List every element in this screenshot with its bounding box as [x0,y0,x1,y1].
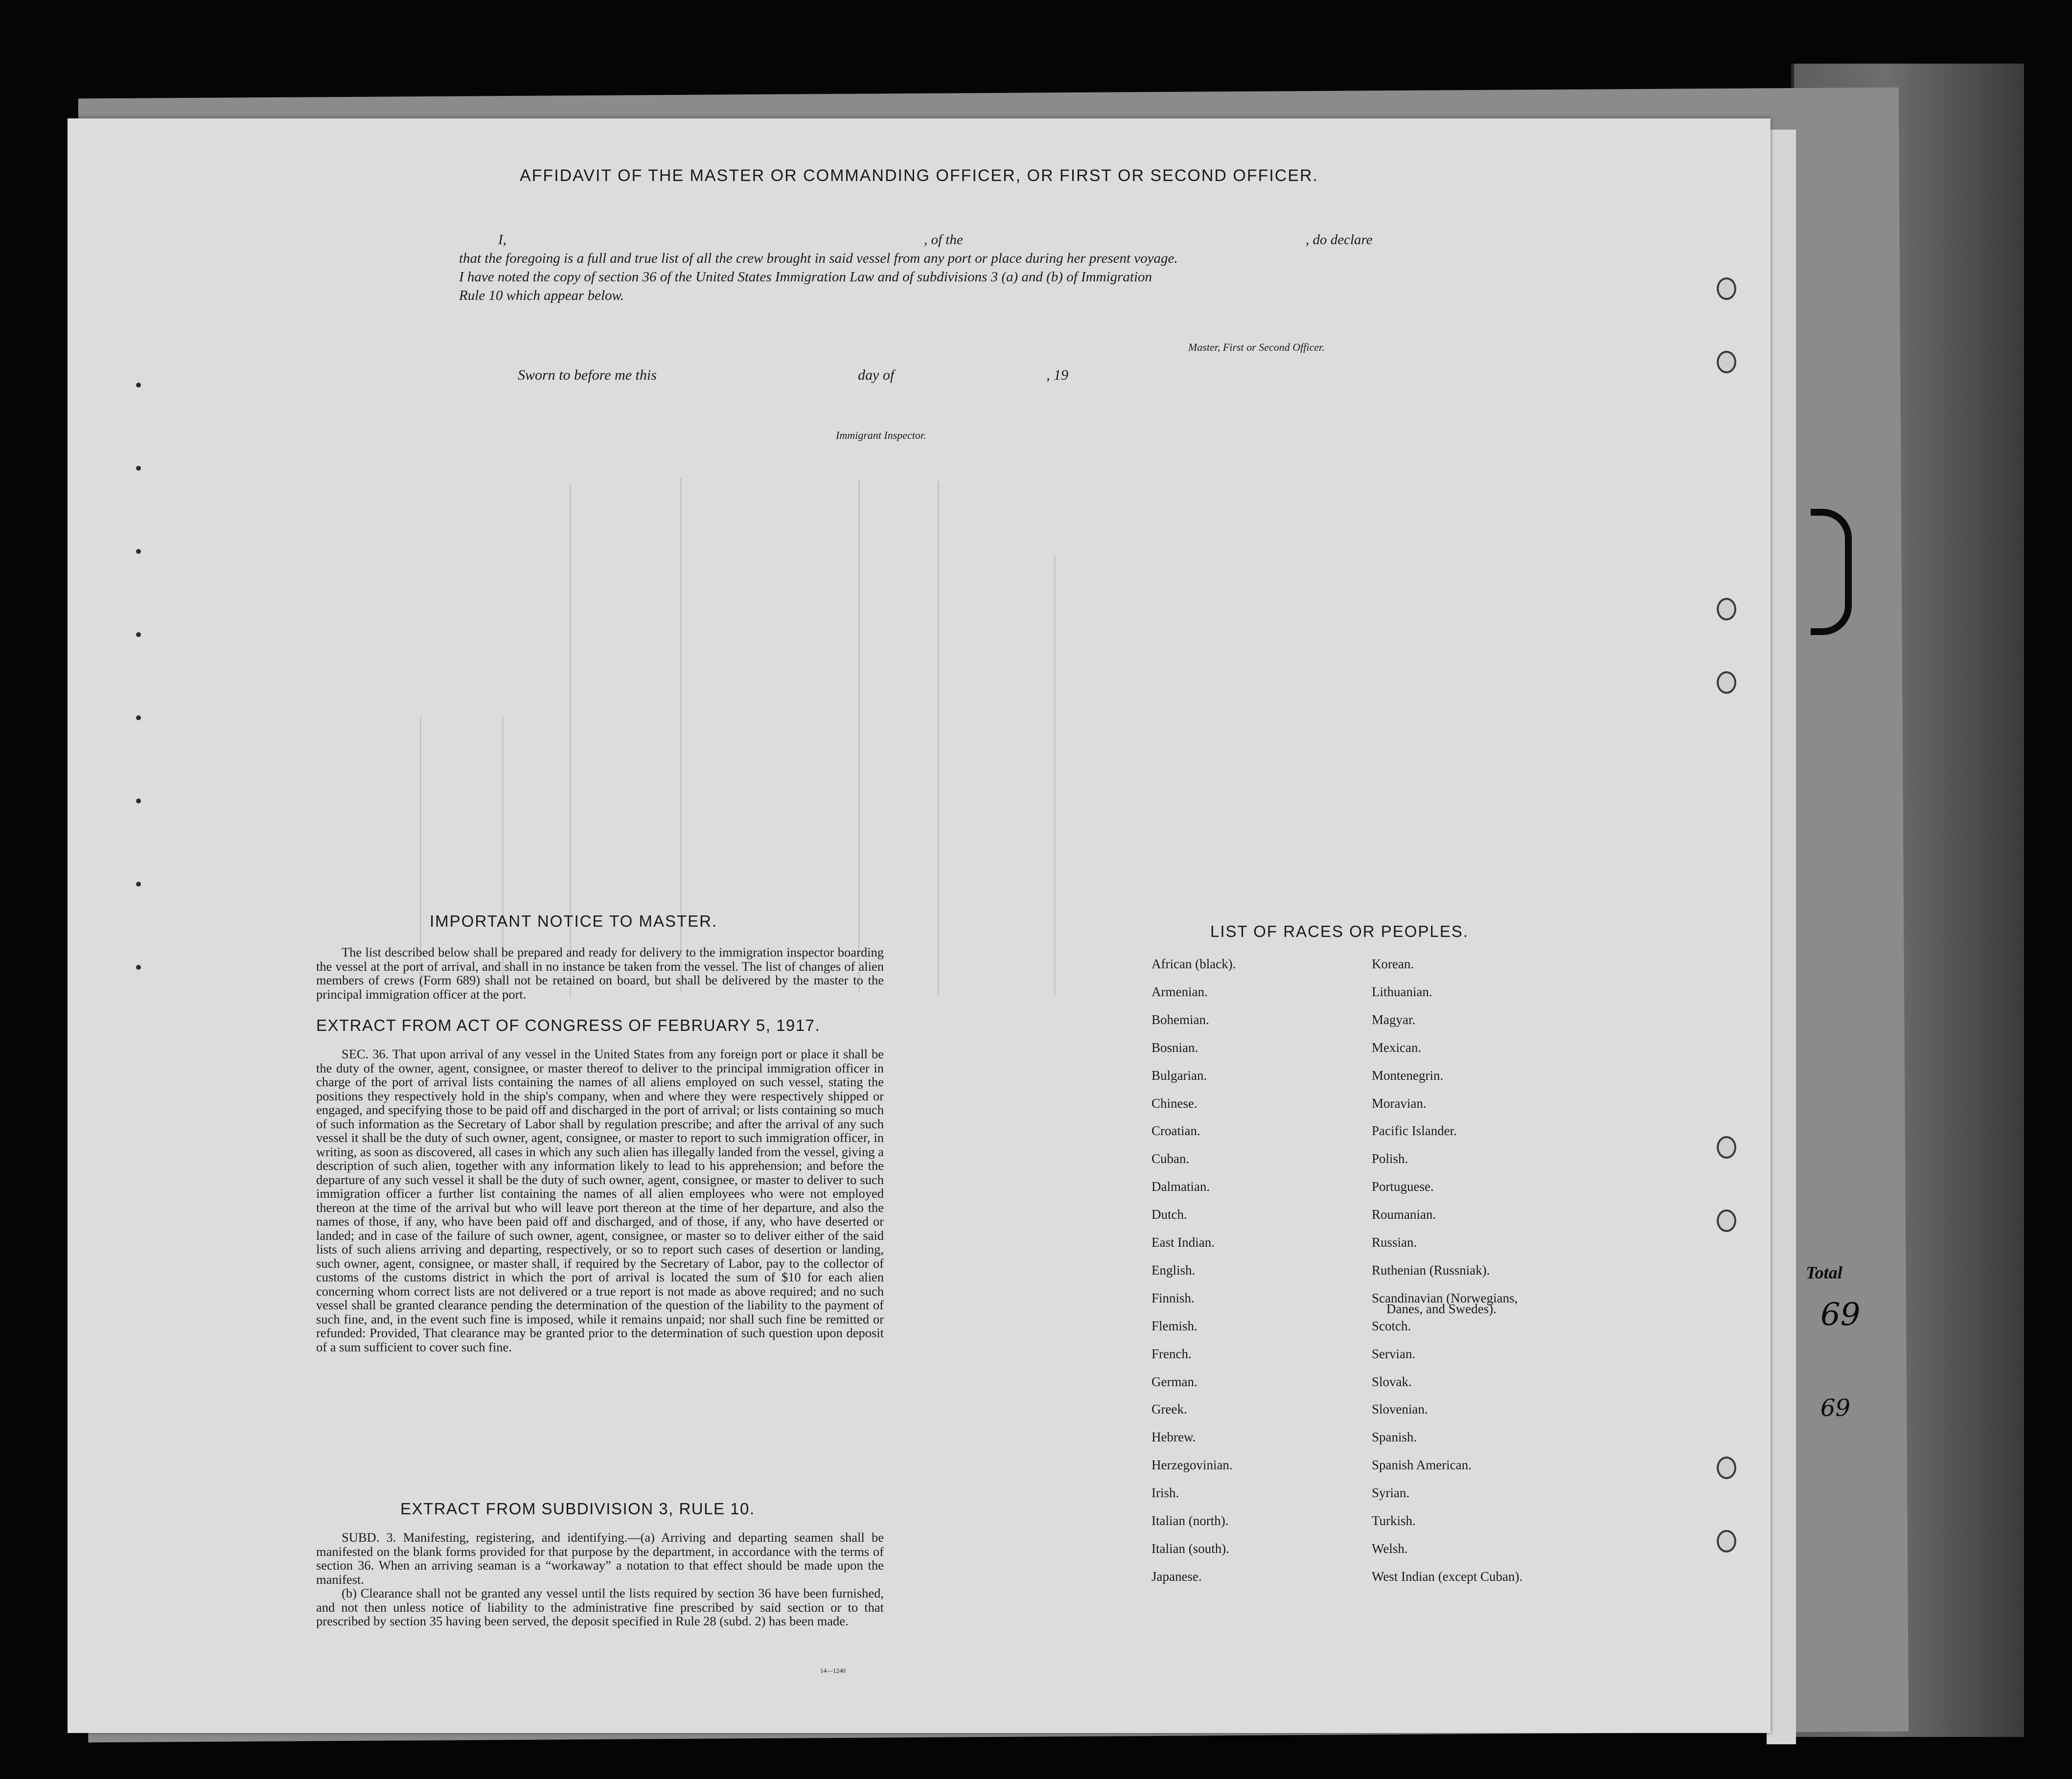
year-text: , 19 [1046,367,1068,383]
race-item: African (black). [1151,957,1236,971]
column-rule [938,481,939,995]
race-item: Bohemian. [1151,1012,1209,1027]
race-item: Italian (north). [1151,1513,1229,1528]
race-item: Croatian. [1151,1123,1200,1139]
total-number: 69 [1820,1297,1861,1333]
margin-dot [136,466,141,471]
race-item: Russian. [1372,1235,1417,1250]
race-item: Slovenian. [1372,1402,1428,1417]
scandinavian-continuation: Danes, and Swedes). [1386,1301,1496,1316]
extract-rule-paragraph-b: (b) Clearance shall not be granted any vessel until the lists required by section 36 have been furnished, and not then unless notice of liability to the administrative fine prescribed by said section or to that prescribed by section 35 having been served, the deposit specified in Rule 28 (subd. 2) has been made. [316,1586,884,1628]
race-item: Hebrew. [1151,1430,1196,1445]
race-item: Mexican. [1372,1040,1422,1055]
punch-hole-icon [1717,671,1736,694]
race-item: Magyar. [1372,1012,1416,1027]
manifest-page [68,118,1771,1733]
race-item: Irish. [1151,1485,1179,1501]
signature-label: Master, First or Second Officer. [1188,341,1325,353]
notice-heading: IMPORTANT NOTICE TO MASTER. [430,912,718,930]
form-number: 14—1240 [820,1667,846,1674]
race-item: Armenian. [1151,984,1208,999]
page-edge-strip [1767,130,1796,1744]
margin-dot [136,383,141,388]
race-item: Scandinavian (Norwegians, [1372,1290,1518,1305]
punch-hole-icon [1717,351,1736,373]
inspector-label: Immigrant Inspector. [836,429,926,441]
punch-hole-icon [1717,1457,1736,1479]
race-item: Servian. [1372,1346,1416,1361]
affidavit-line4: Rule 10 which appear below. [459,288,624,303]
margin-dot [136,549,141,554]
race-item: East Indian. [1151,1235,1215,1250]
punch-hole-icon [1717,277,1736,300]
punch-hole-icon [1717,1136,1736,1159]
race-item: Roumanian. [1372,1207,1436,1222]
margin-dot [136,715,141,720]
affidavit-line3: I have noted the copy of section 36 of the United States Immigration Law and of subdivisions 3 (a) and (b) of Immigration [459,269,1152,285]
race-item: Bulgarian. [1151,1068,1207,1083]
affidavit-line1-end: , do declare [1306,232,1373,248]
race-item: Montenegrin. [1372,1068,1444,1083]
total-number-lower: 69 [1820,1394,1851,1422]
race-item: West Indian (except Cuban). [1372,1569,1523,1584]
race-item: Korean. [1372,957,1414,971]
day-of-text: day of [858,367,895,383]
punch-hole-icon [1717,1530,1736,1552]
extract-rule-paragraph-a: SUBD. 3. Manifesting, registering, and identifying.—(a) Arriving and departing seamen shall be manifested on the blank forms provided for that purpose by the department, in accordance with the terms of section 36. When an arriving seaman is a “workaway” a notation to that effect should be made upon the manifest. [316,1530,884,1587]
race-item: Welsh. [1372,1541,1408,1556]
race-item: Slovak. [1372,1374,1412,1389]
affidavit-title: AFFIDAVIT OF THE MASTER OR COMMANDING OFFICER, OR FIRST OR SECOND OFFICER. [519,166,1319,185]
total-label: Total [1806,1263,1842,1282]
race-item: Moravian. [1372,1095,1427,1111]
race-item: Scotch. [1372,1318,1411,1333]
affidavit-line1-start: I, [498,232,506,248]
extract-act-paragraph: SEC. 36. That upon arrival of any vessel in the United States from any foreign port or place it shall be the duty of the owner, agent, consignee, or master thereof to deliver to the principal immigration officer in charge of the port of arrival lists containing the names of all aliens employed on such vessel, stating the positions they respectively hold in the ship's company, when and where they were respectively shipped or engaged, and specifying those to be paid off and discharged in the port of arrival; or lists containing so much of such information as the Secretary of Labor shall by regulation prescribe; and after the arrival of any such vessel it shall be the duty of such owner, agent, consignee, or master to report to such immigration officer, in writing, as soon as discovered, all cases in which any such alien has illegally landed from the vessel, giving a description of such alien, together with any information likely to lead to his apprehension; and before the departure of any such vessel it shall be the duty of such owner, agent, consignee, or master to deliver to such immigration officer a further list containing the names of all alien employees who were not employed thereon at the time of the arrival but who will leave port thereon at the time of her departure, and also the names of those, if any, who have been paid off and discharged, and of those, if any, who have deserted or landed; and in case of the failure of such owner, agent, consignee, or master so to deliver either of the said lists of such aliens arriving and departing, respectively, or so to report such cases of desertion or landing, such owner, agent, consignee, or master shall, if required by the Secretary of Labor, pay to the collector of customs of the customs district in which the port of arrival is located the sum of $10 for each alien concerning whom correct lists are not delivered or a true report is not made as above required; and no such vessel shall be granted clearance pending the determination of the question of the liability to the payment of such fine, and, in the event such fine is imposed, while it remains unpaid; nor shall such fine be remitted or refunded: Provided, That clearance may be granted prior to the determination of such question upon deposit of a sum sufficient to cover such fine. [316,1047,884,1354]
affidavit-line2: that the foregoing is a full and true list of all the crew brought in said vessel from any port or place during her present voyage. [459,251,1178,266]
extract-act-heading: EXTRACT FROM ACT OF CONGRESS OF FEBRUARY 5, 1917. [316,1016,821,1034]
race-item: Polish. [1372,1151,1408,1166]
race-item: Spanish American. [1372,1458,1472,1473]
race-item: Spanish. [1372,1430,1417,1445]
column-rule [1054,555,1056,996]
race-item: Portuguese. [1372,1179,1434,1194]
race-item: French. [1151,1346,1192,1361]
notice-paragraph: The list described below shall be prepared and ready for delivery to the immigration inspector boarding the vessel at the port of arrival, and shall in no instance be taken from the vessel. The list of changes of alien members of crews (Form 689) shall not be retained on board, but shall be delivered by the master to the principal immigration officer at the port. [316,945,884,1002]
race-item: Syrian. [1372,1485,1410,1501]
punch-hole-icon [1717,1209,1736,1232]
affidavit-line1-mid: , of the [924,232,963,248]
punch-hole-icon [1717,598,1736,620]
race-item: Flemish. [1151,1318,1197,1333]
race-item: Chinese. [1151,1095,1197,1111]
column-rule [858,479,860,993]
race-item: Lithuanian. [1372,984,1432,999]
race-item: Italian (south). [1151,1541,1229,1556]
race-item: Finnish. [1151,1290,1195,1305]
race-item: Cuban. [1151,1151,1190,1166]
margin-dot [136,882,141,887]
race-item: Dalmatian. [1151,1179,1210,1194]
extract-rule-heading: EXTRACT FROM SUBDIVISION 3, RULE 10. [400,1500,755,1518]
race-item: Turkish. [1372,1513,1416,1528]
race-item: Bosnian. [1151,1040,1198,1055]
sworn-text: Sworn to before me this [518,367,657,383]
race-item: Greek. [1151,1402,1187,1417]
race-item: German. [1151,1374,1197,1389]
margin-dot [136,632,141,637]
margin-dot [136,965,141,970]
races-heading: LIST OF RACES OR PEOPLES. [1210,922,1469,940]
race-item: Ruthenian (Russniak). [1372,1262,1490,1277]
race-item: Japanese. [1151,1569,1202,1584]
race-item: Dutch. [1151,1207,1187,1222]
race-item: Pacific Islander. [1372,1123,1457,1139]
margin-dot [136,798,141,803]
race-item: English. [1151,1262,1196,1277]
race-item: Herzegovinian. [1151,1458,1233,1473]
binding-ring-icon [1811,509,1852,635]
